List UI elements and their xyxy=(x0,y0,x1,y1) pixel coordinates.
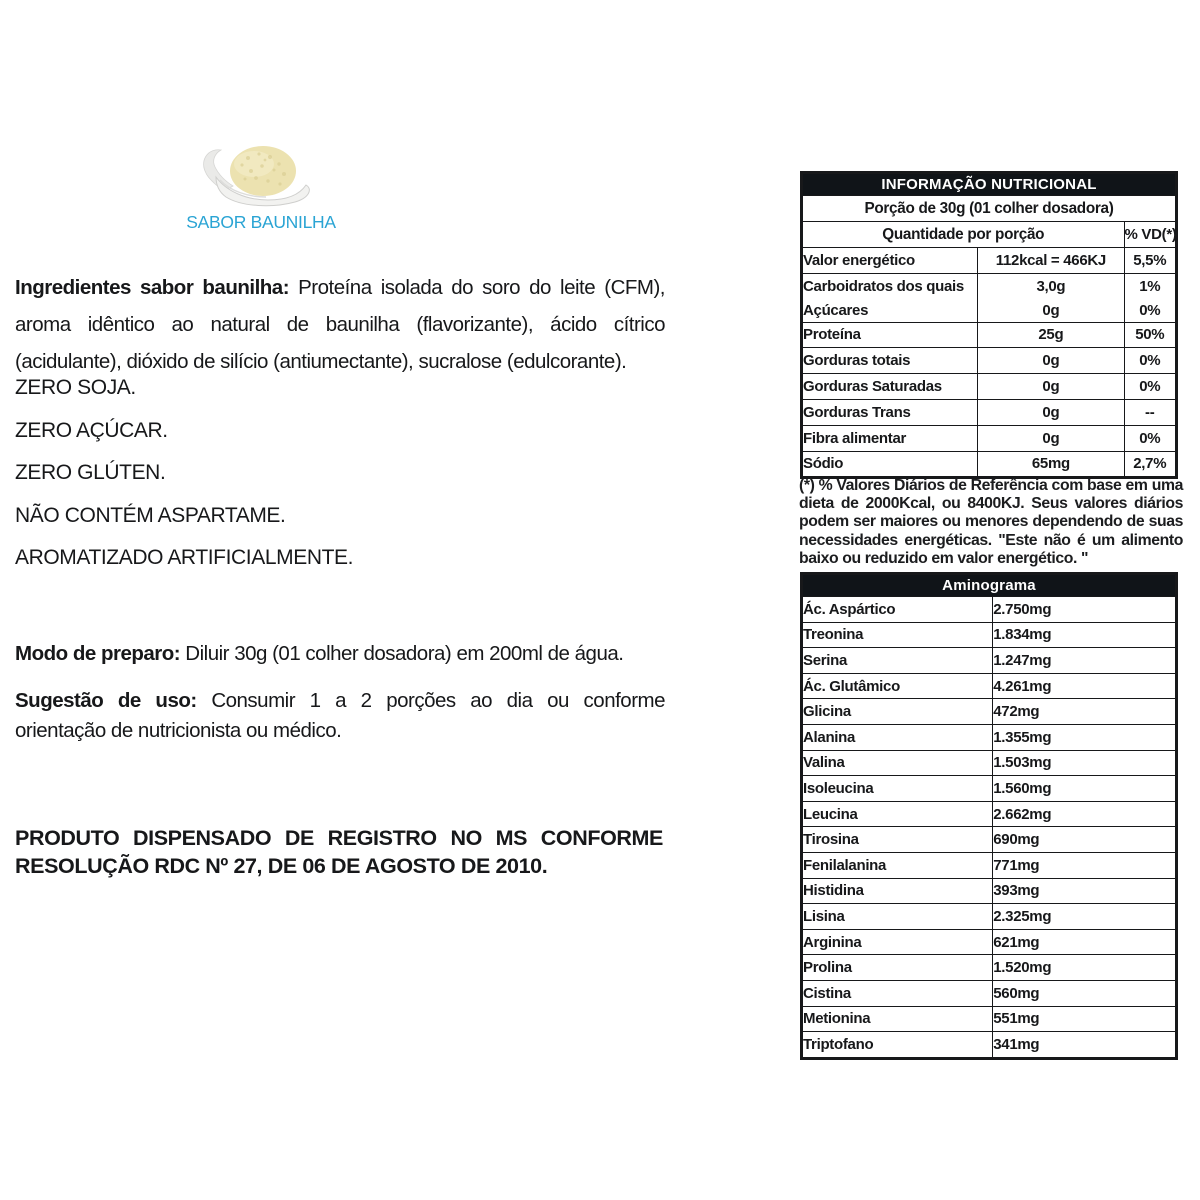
table-row xyxy=(802,980,1177,1006)
aminogram-title: Aminograma xyxy=(803,575,1175,596)
amino-name: Valina xyxy=(802,750,993,776)
amino-name: Tirosina xyxy=(802,827,993,853)
nutrient-vd: 50% xyxy=(1124,322,1177,348)
table-row xyxy=(802,425,1177,451)
nutrient-amount: 0g xyxy=(978,425,1124,451)
registro-paragraph xyxy=(15,824,663,880)
ingredients-line-2: aroma idêntico ao natural de baunilha (flavorizante), ácido cítrico xyxy=(15,313,665,336)
vanilla-cream-image xyxy=(196,144,322,208)
preparo-lead: Modo de preparo: xyxy=(15,642,181,665)
table-row xyxy=(802,699,1177,725)
claims-list xyxy=(15,377,665,590)
table-row xyxy=(802,750,1177,776)
amino-value: 621mg xyxy=(993,929,1177,955)
table-row xyxy=(802,299,1177,323)
amino-value: 1.247mg xyxy=(993,648,1177,674)
nutrition-title-row xyxy=(802,173,1177,196)
amino-name: Alanina xyxy=(802,724,993,750)
nutrient-name: Valor energético xyxy=(802,248,978,274)
table-row xyxy=(802,955,1177,981)
portion-row xyxy=(802,196,1177,222)
table-row xyxy=(802,929,1177,955)
nutrient-vd: 0% xyxy=(1124,299,1177,323)
amino-value: 2.662mg xyxy=(993,801,1177,827)
amino-name: Glicina xyxy=(802,699,993,725)
aminogram-title-row xyxy=(802,574,1177,597)
amino-name: Lisina xyxy=(802,904,993,930)
amino-name: Serina xyxy=(802,648,993,674)
amino-name: Leucina xyxy=(802,801,993,827)
amino-value: 1.355mg xyxy=(993,724,1177,750)
nutrient-amount: 0g xyxy=(978,299,1124,323)
nutrient-amount: 112kcal = 466KJ xyxy=(978,248,1124,274)
nutrient-vd: 2,7% xyxy=(1124,451,1177,478)
table-row xyxy=(802,322,1177,348)
quantity-header: Quantidade por porção xyxy=(802,222,1125,248)
table-row xyxy=(802,852,1177,878)
ingredients-line-1 xyxy=(15,269,665,306)
amino-value: 690mg xyxy=(993,827,1177,853)
amino-name: Cistina xyxy=(802,980,993,1006)
table-row xyxy=(802,399,1177,425)
table-row xyxy=(802,597,1177,623)
amino-value: 560mg xyxy=(993,980,1177,1006)
sugestao-line-1 xyxy=(15,686,665,716)
amino-value: 1.503mg xyxy=(993,750,1177,776)
preparo-body: Diluir 30g (01 colher dosadora) em 200ml de água. xyxy=(180,642,624,665)
ingredients-paragraph xyxy=(15,269,665,380)
nutrient-name: Proteína xyxy=(802,322,978,348)
amino-value: 341mg xyxy=(993,1032,1177,1059)
nutrient-vd: 0% xyxy=(1124,374,1177,400)
daily-values-footnote: (*) % Valores Diários de Referência com base em uma dieta de 2000Kcal, ou 8400KJ. Seus valores diários podem ser maiores ou menores dependendo de suas necessidades energéticas. "Este não é um alimento baixo ou reduzido em valor energético. " xyxy=(799,477,1183,567)
amino-name: Metionina xyxy=(802,1006,993,1032)
table-row xyxy=(802,1006,1177,1032)
table-row xyxy=(802,648,1177,674)
nutrient-vd: 1% xyxy=(1124,273,1177,298)
amino-name: Isoleucina xyxy=(802,776,993,802)
preparo-paragraph xyxy=(15,641,665,667)
registro-line-1: PRODUTO DISPENSADO DE REGISTRO NO MS CONFORME xyxy=(15,826,663,850)
amino-value: 1.834mg xyxy=(993,622,1177,648)
table-row xyxy=(802,1032,1177,1059)
amino-value: 2.750mg xyxy=(993,597,1177,623)
table-row xyxy=(802,827,1177,853)
aminogram-table xyxy=(800,572,1178,1060)
nutrient-name: Carboidratos dos quais xyxy=(802,273,978,298)
nutrient-name: Gorduras Trans xyxy=(802,399,978,425)
table-row xyxy=(802,724,1177,750)
nutrient-name: Açúcares xyxy=(803,301,869,319)
sugestao-lead: Sugestão de uso: xyxy=(15,689,197,712)
table-row xyxy=(802,673,1177,699)
amino-value: 551mg xyxy=(993,1006,1177,1032)
ingredients-line-1-text: Proteína isolada do soro do leite (CFM), xyxy=(289,276,665,299)
amino-value: 1.560mg xyxy=(993,776,1177,802)
nutrient-vd: 0% xyxy=(1124,348,1177,374)
amino-name: Prolina xyxy=(802,955,993,981)
column-header-row xyxy=(802,222,1177,248)
nutrient-amount: 0g xyxy=(978,348,1124,374)
nutrient-amount: 65mg xyxy=(978,451,1124,478)
amino-name: Treonina xyxy=(802,622,993,648)
amino-name: Triptofano xyxy=(802,1032,993,1059)
vanilla-scoop-illustration xyxy=(196,144,322,208)
table-row xyxy=(802,776,1177,802)
table-row xyxy=(802,801,1177,827)
amino-name: Ác. Aspártico xyxy=(802,597,993,623)
nutrient-amount: 0g xyxy=(978,374,1124,400)
sugestao-line-2: orientação de nutricionista ou médico. xyxy=(15,719,342,742)
table-row xyxy=(802,273,1177,298)
amino-value: 472mg xyxy=(993,699,1177,725)
table-row xyxy=(802,374,1177,400)
portion-text: Porção de 30g (01 colher dosadora) xyxy=(802,196,1177,222)
amino-name: Fenilalanina xyxy=(802,852,993,878)
amino-value: 771mg xyxy=(993,852,1177,878)
nutrient-name: Fibra alimentar xyxy=(802,425,978,451)
nutrition-table-title: INFORMAÇÃO NUTRICIONAL xyxy=(803,174,1175,195)
ingredients-lead: Ingredientes sabor baunilha: xyxy=(15,276,290,299)
table-row xyxy=(802,878,1177,904)
nutrient-name: Sódio xyxy=(802,451,978,478)
sugestao-line-1-text: Consumir 1 a 2 porções ao dia ou conforme xyxy=(196,689,665,712)
flavor-label: SABOR BAUNILHA xyxy=(186,212,336,232)
nutrient-amount: 25g xyxy=(978,322,1124,348)
amino-value: 393mg xyxy=(993,878,1177,904)
nutrient-amount: 0g xyxy=(978,399,1124,425)
claim-zero-gluten: ZERO GLÚTEN. xyxy=(15,461,166,484)
amino-name: Histidina xyxy=(802,878,993,904)
claim-sem-aspartame: NÃO CONTÉM ASPARTAME. xyxy=(15,503,286,527)
nutrient-name: Gorduras Saturadas xyxy=(802,374,978,400)
nutrient-name: Gorduras totais xyxy=(802,348,978,374)
nutrition-table xyxy=(800,171,1178,479)
nutrient-vd: 0% xyxy=(1124,425,1177,451)
amino-name: Ác. Glutâmico xyxy=(802,673,993,699)
nutrient-vd: -- xyxy=(1124,399,1177,425)
table-row xyxy=(802,348,1177,374)
table-row xyxy=(802,451,1177,478)
amino-value: 2.325mg xyxy=(993,904,1177,930)
table-row xyxy=(802,622,1177,648)
claim-zero-soja: ZERO SOJA. xyxy=(15,376,136,399)
amino-value: 4.261mg xyxy=(993,673,1177,699)
nutrient-vd: 5,5% xyxy=(1124,248,1177,274)
sugestao-paragraph xyxy=(15,686,665,746)
claim-zero-acucar: ZERO AÇÚCAR. xyxy=(15,418,168,442)
amino-name: Arginina xyxy=(802,929,993,955)
claim-aromatizado: AROMATIZADO ARTIFICIALMENTE. xyxy=(15,546,354,569)
table-row xyxy=(802,904,1177,930)
amino-value: 1.520mg xyxy=(993,955,1177,981)
vd-header: % VD(*) xyxy=(1124,222,1177,248)
table-row xyxy=(802,248,1177,274)
nutrient-amount: 3,0g xyxy=(978,273,1124,298)
registro-line-2: RESOLUÇÃO RDC Nº 27, DE 06 DE AGOSTO DE 2010. xyxy=(15,854,548,878)
ingredients-line-3: (acidulante), dióxido de silício (antiumectante), sucralose (edulcorante). xyxy=(15,350,627,373)
